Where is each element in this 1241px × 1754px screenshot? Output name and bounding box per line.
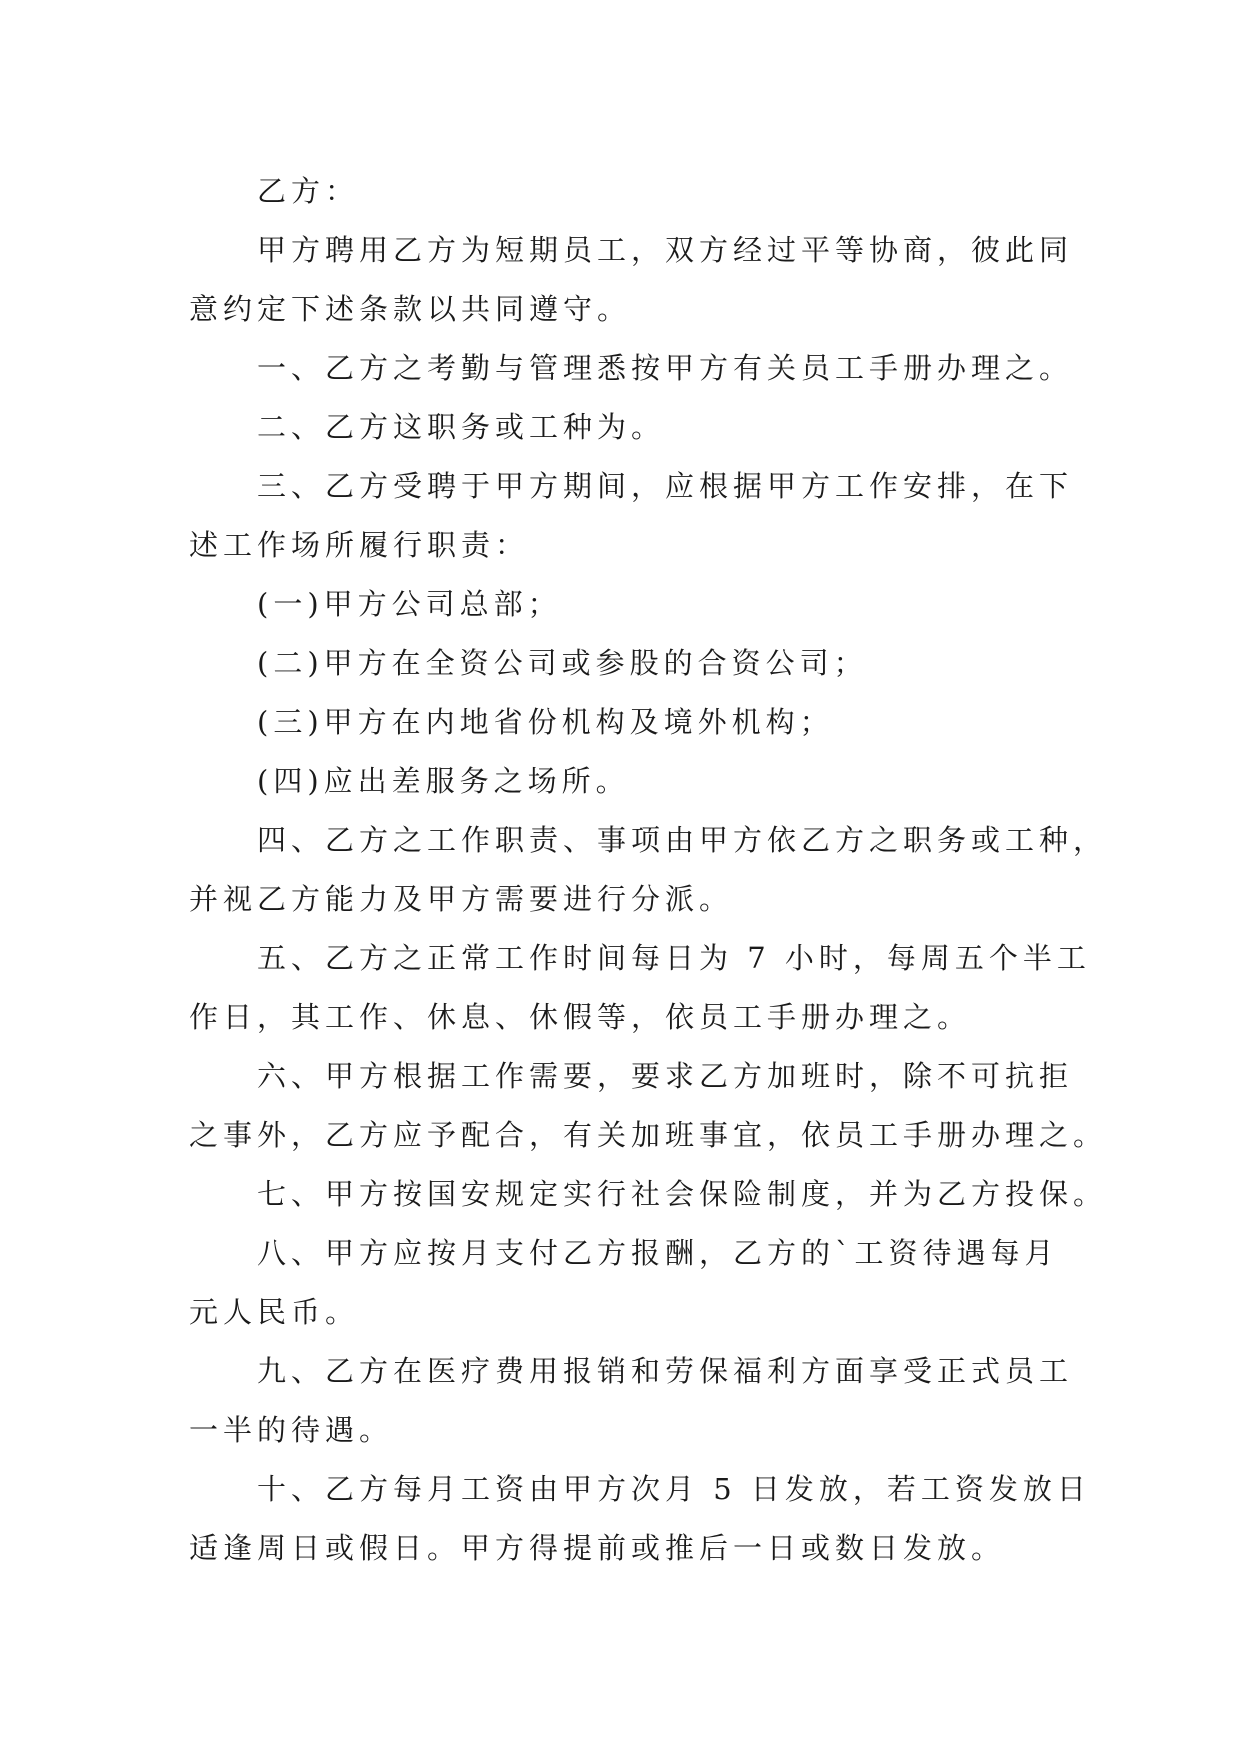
preamble-line-2: 意约定下述条款以共同遵守。 xyxy=(189,292,632,326)
clause-6-line-1: 六、甲方根据工作需要，要求乙方加班时，除不可抗拒 xyxy=(257,1059,1074,1093)
clause-7: 七、甲方按国安规定实行社会保险制度，并为乙方投保。 xyxy=(257,1177,1108,1211)
clause-5-line-1: 五、乙方之正常工作时间每日为 7 小时，每周五个半工 xyxy=(257,941,1091,975)
clause-3-item-3: (三)甲方在内地省份机构及境外机构； xyxy=(257,705,834,739)
clause-10-line-1: 十、乙方每月工资由甲方次月 5 日发放，若工资发放日 xyxy=(257,1472,1091,1506)
clause-3-line-2: 述工作场所履行职责： xyxy=(189,528,530,562)
clause-3-item-2: (二)甲方在全资公司或参股的合资公司； xyxy=(257,646,868,680)
clause-10-line-2: 适逢周日或假日。甲方得提前或推后一日或数日发放。 xyxy=(189,1531,1006,1565)
clause-5-line-2: 作日，其工作、休息、休假等，依员工手册办理之。 xyxy=(189,1000,972,1034)
preamble-line-1: 甲方聘用乙方为短期员工，双方经过平等协商，彼此同 xyxy=(257,233,1074,267)
clause-9-line-2: 一半的待遇。 xyxy=(189,1413,394,1447)
clause-1: 一、乙方之考勤与管理悉按甲方有关员工手册办理之。 xyxy=(257,351,1074,385)
document-body xyxy=(189,162,1108,1578)
clause-3-item-1: (一)甲方公司总部； xyxy=(257,587,562,621)
clause-8-line-2: 元人民币。 xyxy=(189,1295,360,1329)
clause-9-line-1: 九、乙方在医疗费用报销和劳保福利方面享受正式员工 xyxy=(257,1354,1074,1388)
clause-4-line-2: 并视乙方能力及甲方需要进行分派。 xyxy=(189,882,734,916)
clause-6-line-2: 之事外，乙方应予配合，有关加班事宜，依员工手册办理之。 xyxy=(189,1118,1108,1152)
clause-3-line-1: 三、乙方受聘于甲方期间，应根据甲方工作安排，在下 xyxy=(257,469,1074,503)
clause-3-item-4: (四)应出差服务之场所。 xyxy=(257,764,630,798)
clause-4-line-1: 四、乙方之工作职责、事项由甲方依乙方之职务或工种， xyxy=(257,823,1108,857)
party-b-label: 乙方： xyxy=(257,174,360,208)
clause-8-line-1: 八、甲方应按月支付乙方报酬，乙方的`工资待遇每月 xyxy=(257,1236,1059,1270)
clause-2: 二、乙方这职务或工种为。 xyxy=(257,410,666,444)
